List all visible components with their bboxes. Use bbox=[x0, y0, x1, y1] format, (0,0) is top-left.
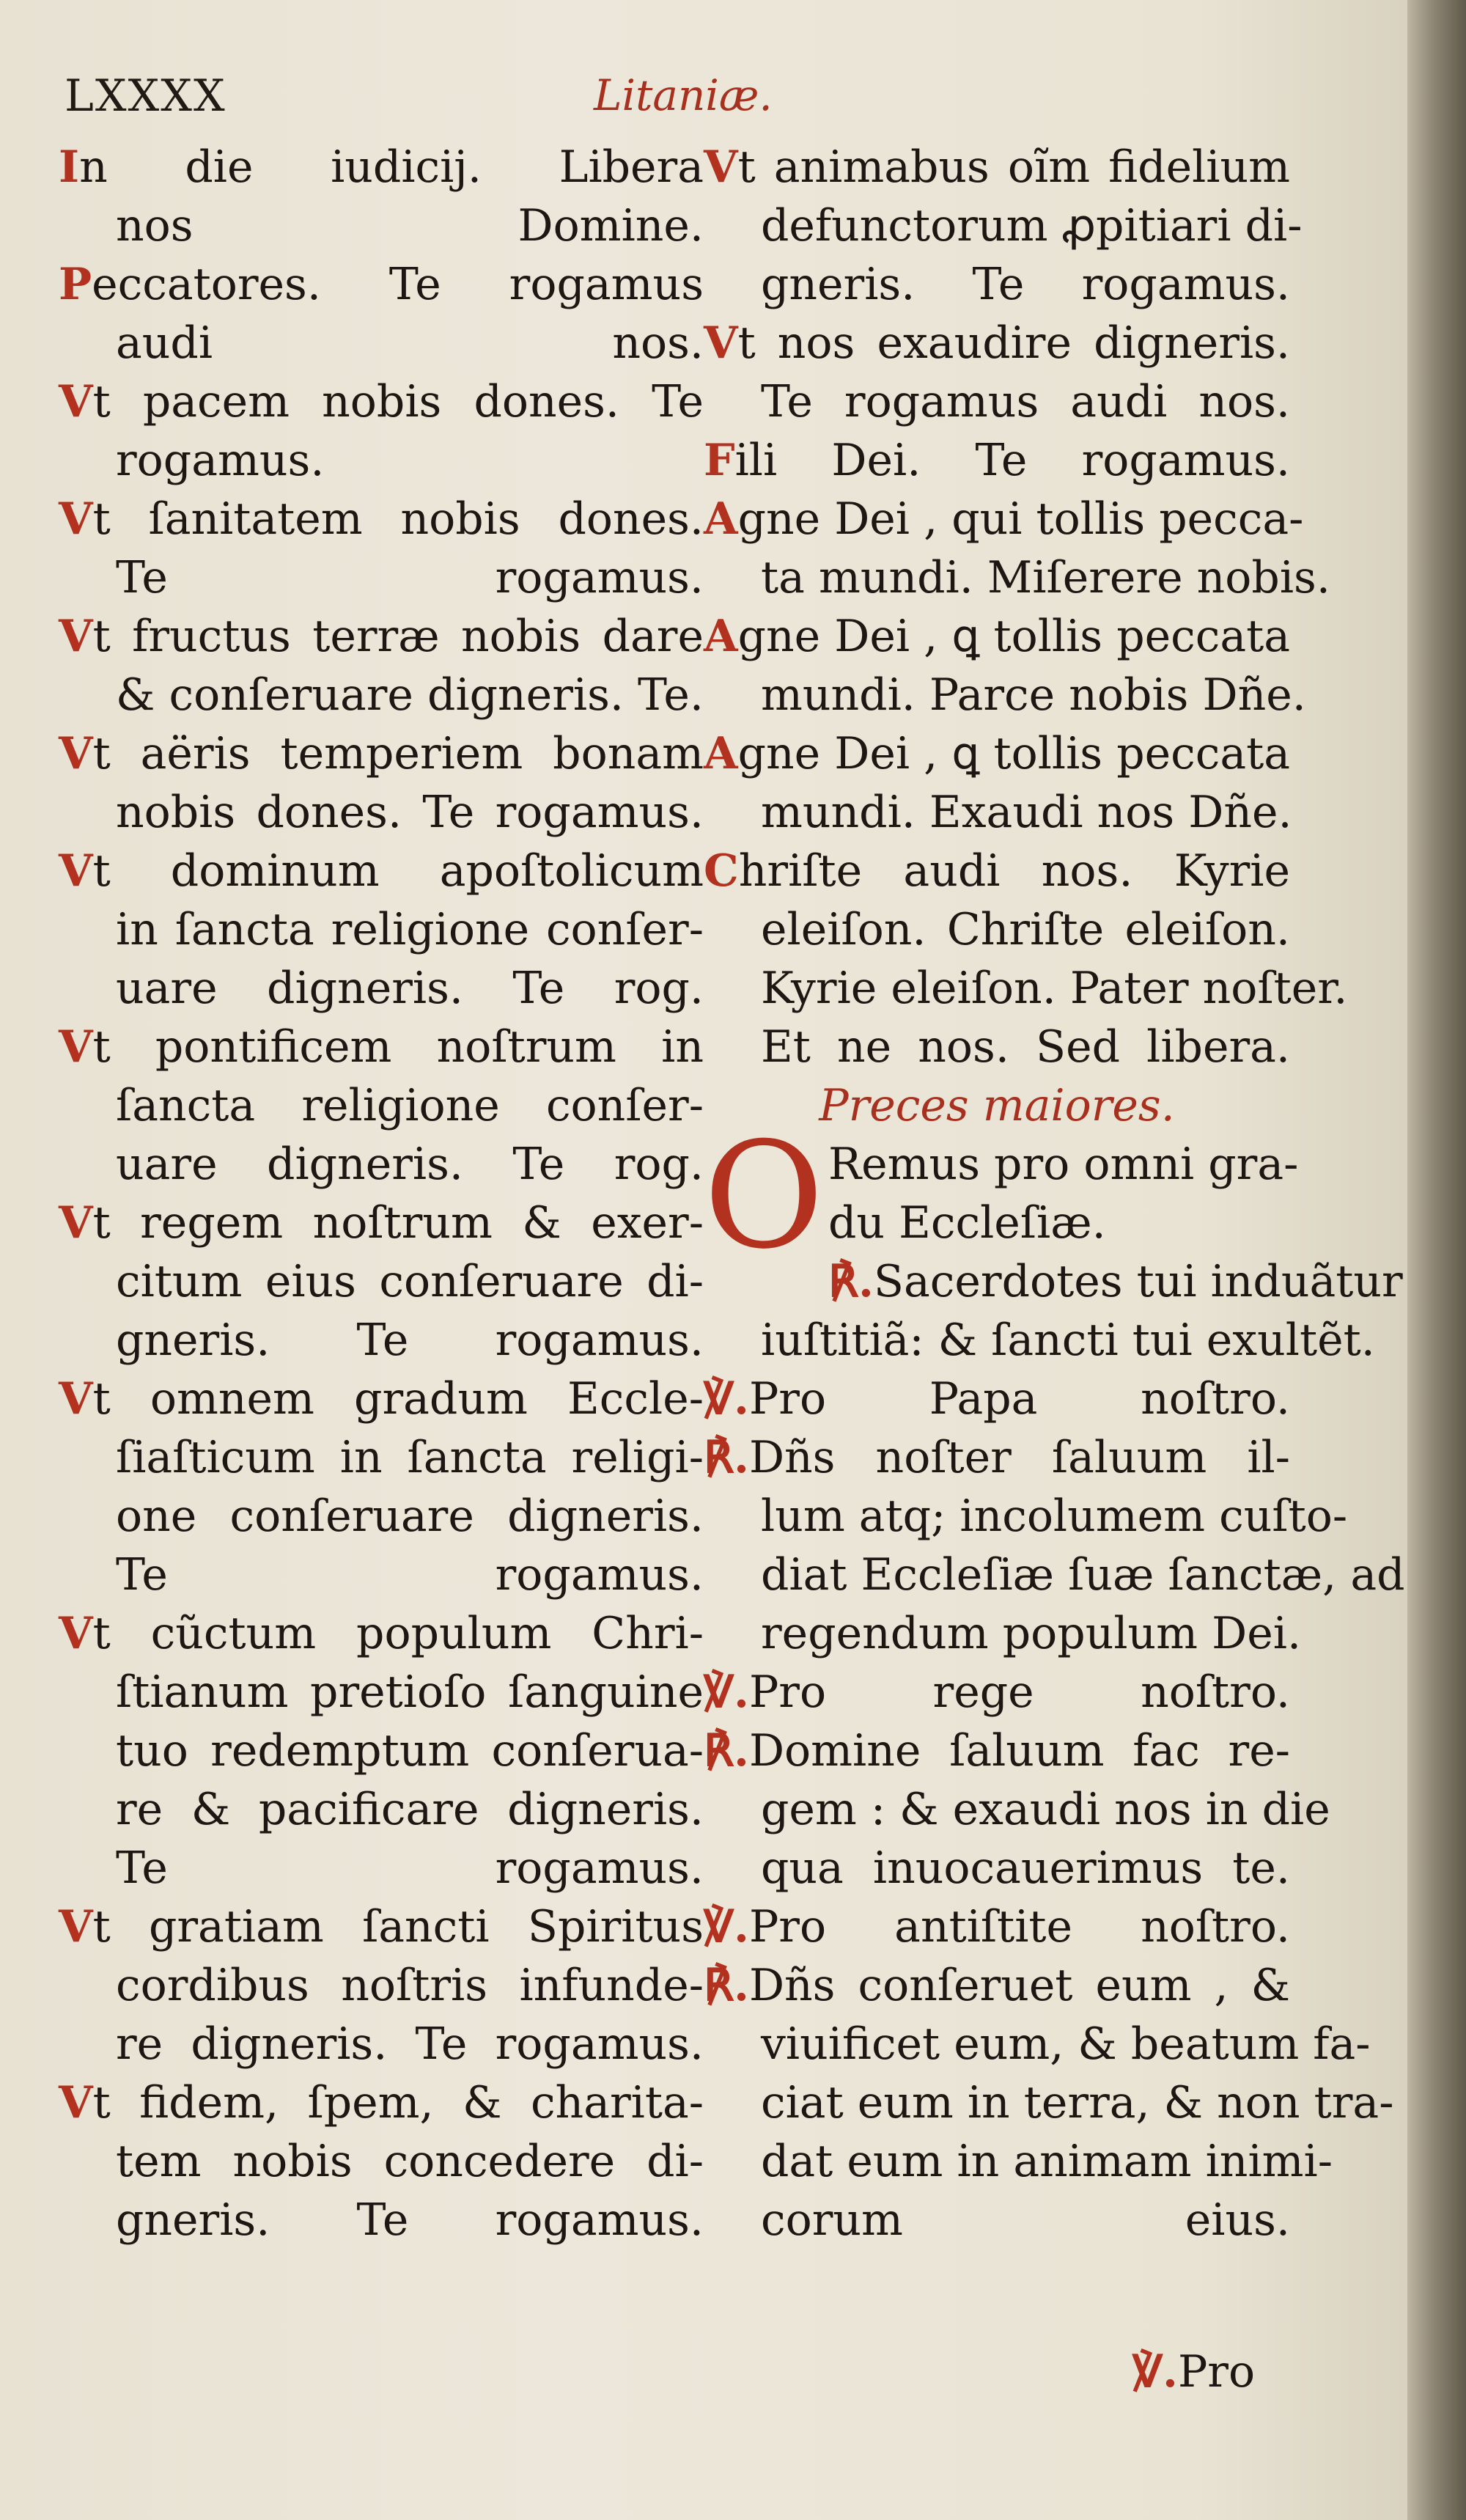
line-text: t aëris temperiem bonam bbox=[92, 728, 704, 779]
preces-line bbox=[704, 1487, 1348, 1546]
red-initial: V bbox=[59, 1197, 93, 1249]
line-text: corum eius. bbox=[761, 2194, 1290, 2246]
line-text: Dñs conſeruet eum , & bbox=[748, 1960, 1290, 2011]
litany-line bbox=[59, 2073, 704, 2132]
right-column bbox=[704, 138, 1405, 2249]
line-text: Pro Papa noſtro. bbox=[748, 1373, 1290, 1425]
preces-line bbox=[704, 1370, 1290, 1428]
line-text: eleiſon. Chriſte eleiſon. bbox=[761, 904, 1290, 955]
line-text: citum eius conſeruare di- bbox=[116, 1256, 704, 1307]
litany-line bbox=[59, 1956, 704, 2015]
litany-line bbox=[59, 2015, 704, 2073]
line-text: ſancta religione conſer- bbox=[116, 1080, 704, 1131]
litany-line bbox=[704, 900, 1290, 959]
red-initial: F bbox=[704, 435, 735, 486]
line-text: nobis dones. Te rogamus. bbox=[116, 787, 704, 838]
litany-line bbox=[59, 842, 704, 900]
litany-line bbox=[704, 138, 1290, 196]
line-text: gneris. Te rogamus. bbox=[761, 259, 1290, 310]
line-text: t nos exaudire digneris. bbox=[737, 317, 1290, 369]
red-initial: V bbox=[59, 611, 93, 662]
litany-line bbox=[704, 959, 1348, 1018]
litany-line bbox=[59, 1311, 704, 1370]
line-text: cordibus noſtris infunde- bbox=[116, 1960, 704, 2011]
litany-line bbox=[59, 1663, 704, 1722]
litany-line bbox=[59, 1076, 704, 1135]
line-text: t omnem gradum Eccle- bbox=[92, 1373, 704, 1425]
litany-line bbox=[59, 314, 704, 372]
line-text: Te rogamus. bbox=[116, 552, 704, 603]
catchword-text: Pro bbox=[1177, 2346, 1256, 2398]
line-text: iuſtitiã: & ſancti tui exultẽt. bbox=[761, 1315, 1375, 1366]
line-text: mundi. Parce nobis Dñe. bbox=[761, 669, 1306, 721]
rubric-heading: Preces maiores. bbox=[819, 1080, 1175, 1131]
red-initial: V bbox=[59, 1608, 93, 1659]
preces-line bbox=[704, 2191, 1290, 2249]
litany-line bbox=[704, 607, 1290, 666]
line-text: audi nos. bbox=[116, 317, 704, 369]
line-text: dat eum in animam inimi- bbox=[761, 2136, 1333, 2187]
line-text: tuo redemptum conſerua- bbox=[116, 1725, 704, 1777]
line-text: t fructus terræ nobis dare bbox=[92, 611, 704, 662]
red-initial: V bbox=[59, 845, 93, 897]
red-initial: V bbox=[704, 317, 738, 369]
line-text: Dñs noſter ſaluum il- bbox=[748, 1432, 1290, 1483]
preces-line bbox=[704, 1604, 1302, 1663]
litany-line bbox=[59, 255, 704, 314]
preces-opening-line: Remus pro omni gra- bbox=[828, 1139, 1299, 1190]
red-initial: V bbox=[59, 376, 93, 427]
red-initial: A bbox=[704, 728, 738, 779]
line-text: Pro antiſtite noſtro. bbox=[748, 1901, 1290, 1953]
red-initial: C bbox=[704, 845, 739, 897]
line-text: ſiaſticum in ſancta religi- bbox=[116, 1432, 704, 1483]
preces-line bbox=[704, 1311, 1375, 1370]
line-text: t gratiam ſancti Spiritus bbox=[92, 1901, 704, 1953]
catchword bbox=[1132, 2346, 1255, 2398]
response-mark: ℟. bbox=[704, 1725, 749, 1777]
preces-line bbox=[704, 2073, 1394, 2132]
line-text: regendum populum Dei. bbox=[761, 1608, 1302, 1659]
line-text: t dominum apoſtolicum bbox=[92, 845, 704, 897]
litany-line bbox=[59, 548, 704, 607]
litany-line bbox=[59, 2191, 704, 2249]
line-text: re digneris. Te rogamus. bbox=[116, 2018, 704, 2070]
line-text: uare digneris. Te rog. bbox=[116, 963, 704, 1014]
preces-line bbox=[704, 1839, 1290, 1898]
line-text: Te rogamus. bbox=[116, 1549, 704, 1601]
litany-continuation bbox=[704, 138, 1348, 1076]
litany-line bbox=[59, 724, 704, 783]
line-text: & conſeruare digneris. Te. bbox=[116, 669, 704, 721]
line-text: nos Domine. bbox=[116, 200, 704, 251]
litany-line bbox=[59, 1898, 704, 1956]
response-mark: ℣. bbox=[704, 1901, 749, 1953]
litany-line bbox=[59, 666, 704, 724]
red-initial: P bbox=[59, 259, 92, 310]
line-text: t ſanitatem nobis dones. bbox=[92, 493, 704, 545]
line-text: one conſeruare digneris. bbox=[116, 1491, 704, 1542]
line-text: t fidem, ſpem, & charita- bbox=[92, 2077, 704, 2128]
litany-line bbox=[704, 666, 1306, 724]
line-text: diat Eccleſiæ ſuæ ſanctæ, ad bbox=[761, 1549, 1405, 1601]
preces-opening-line: du Eccleſiæ. bbox=[828, 1197, 1106, 1249]
line-text: t pacem nobis dones. Te bbox=[92, 376, 704, 427]
line-text: Domine ſaluum fac re- bbox=[748, 1725, 1290, 1777]
line-text: hriſte audi nos. Kyrie bbox=[738, 845, 1290, 897]
red-initial: V bbox=[59, 1373, 93, 1425]
line-text: ta mundi. Miſerere nobis. bbox=[761, 552, 1330, 603]
red-initial: A bbox=[704, 493, 738, 545]
red-initial: V bbox=[59, 728, 93, 779]
line-text: mundi. Exaudi nos Dñe. bbox=[761, 787, 1292, 838]
litany-line bbox=[59, 1839, 704, 1898]
litany-line bbox=[59, 783, 704, 842]
preces-line bbox=[704, 1780, 1330, 1839]
preces-line bbox=[704, 2015, 1371, 2073]
litany-line bbox=[59, 1428, 704, 1487]
preces-line bbox=[704, 2132, 1333, 2191]
preces-line bbox=[704, 1898, 1290, 1956]
line-text: t animabus oĩm fidelium bbox=[737, 142, 1290, 193]
drop-cap-initial: O bbox=[704, 1111, 824, 1282]
line-text: gne Dei , ꝗ tollis peccata bbox=[737, 728, 1290, 779]
litany-line bbox=[59, 1722, 704, 1780]
litany-line bbox=[59, 196, 704, 255]
line-text: gneris. Te rogamus. bbox=[116, 2194, 704, 2246]
line-text: Et ne nos. Sed libera. bbox=[761, 1021, 1290, 1073]
litany-line bbox=[704, 314, 1290, 372]
litany-line bbox=[704, 431, 1290, 490]
line-text: t regem noſtrum & exer- bbox=[92, 1197, 704, 1249]
preces-line bbox=[704, 1722, 1290, 1780]
left-column bbox=[59, 138, 704, 2249]
litany-line bbox=[59, 1194, 704, 1252]
litany-line bbox=[59, 1487, 704, 1546]
response-mark: ℣. bbox=[704, 1373, 749, 1425]
litany-line bbox=[59, 1604, 704, 1663]
red-initial: V bbox=[704, 142, 738, 193]
litany-line bbox=[59, 2132, 704, 2191]
preces-line bbox=[704, 1663, 1290, 1722]
line-text: re & pacificare digneris. bbox=[116, 1784, 704, 1835]
line-text: Kyrie eleiſon. Pater noſter. bbox=[761, 963, 1348, 1014]
litany-line bbox=[59, 372, 704, 431]
line-text: Sacerdotes tui induãtur bbox=[873, 1256, 1403, 1307]
litany-line bbox=[704, 196, 1303, 255]
line-text: ili Dei. Te rogamus. bbox=[734, 435, 1290, 486]
line-text: tem nobis concedere di- bbox=[116, 2136, 704, 2187]
running-title: Litaniæ. bbox=[594, 70, 773, 120]
litany-line bbox=[59, 1370, 704, 1428]
line-text: in ſancta religione conſer- bbox=[116, 904, 704, 955]
line-text: gem : & exaudi nos in die bbox=[761, 1784, 1330, 1835]
litany-line bbox=[59, 490, 704, 548]
line-text: defunctorum ꝓpitiari di- bbox=[761, 200, 1303, 251]
red-initial: V bbox=[59, 493, 93, 545]
litany-line bbox=[59, 959, 704, 1018]
litany-line bbox=[59, 431, 704, 490]
red-initial: A bbox=[704, 611, 738, 662]
preces-line bbox=[704, 1956, 1290, 2015]
litany-line bbox=[704, 548, 1330, 607]
book-gutter bbox=[1407, 0, 1466, 2520]
line-text: qua inuocauerimus te. bbox=[761, 1843, 1290, 1894]
preces-line bbox=[704, 1546, 1405, 1604]
litany-line bbox=[59, 1135, 704, 1194]
preces-verses bbox=[704, 1252, 1405, 2249]
preces-opening bbox=[704, 1111, 1299, 1282]
litany-line bbox=[59, 138, 704, 196]
litany-line bbox=[59, 607, 704, 666]
red-initial: V bbox=[59, 1901, 93, 1953]
line-text: t cũctum populum Chri- bbox=[92, 1608, 704, 1659]
response-mark: ℣. bbox=[704, 1667, 749, 1718]
response-mark: ℟. bbox=[704, 1432, 749, 1483]
line-text: Pro rege noſtro. bbox=[748, 1667, 1290, 1718]
red-initial: V bbox=[59, 2077, 93, 2128]
line-text: rogamus. bbox=[116, 435, 325, 486]
litany-line bbox=[704, 255, 1290, 314]
versicle-mark: ℣. bbox=[1132, 2346, 1178, 2398]
red-initial: I bbox=[59, 142, 80, 193]
line-text: gne Dei , ꝗ tollis peccata bbox=[737, 611, 1290, 662]
running-head bbox=[65, 70, 1281, 136]
litany-line bbox=[59, 900, 704, 959]
line-text: eccatores. Te rogamus bbox=[92, 259, 704, 310]
litany-line bbox=[704, 724, 1290, 783]
litany-line bbox=[59, 1252, 704, 1311]
litany-line bbox=[704, 783, 1290, 842]
line-text: gne Dei , qui tollis pecca- bbox=[737, 493, 1304, 545]
litany-line bbox=[59, 1546, 704, 1604]
line-text: ſtianum pretioſo ſanguine bbox=[116, 1667, 704, 1718]
line-text: n die iudicij. Libera bbox=[79, 142, 704, 193]
line-text: uare digneris. Te rog. bbox=[116, 1139, 704, 1190]
line-text: Te rogamus audi nos. bbox=[761, 376, 1290, 427]
line-text: lum atq; incolumem cuſto- bbox=[761, 1491, 1348, 1542]
litany-line bbox=[59, 1780, 704, 1839]
preces-line bbox=[704, 1428, 1290, 1487]
litany-line bbox=[704, 842, 1290, 900]
response-mark: ℟. bbox=[828, 1256, 874, 1307]
litany-line bbox=[59, 1018, 704, 1076]
red-initial: V bbox=[59, 1021, 93, 1073]
litany-line bbox=[704, 490, 1304, 548]
line-text: t pontificem noſtrum in bbox=[92, 1021, 704, 1073]
litany-line bbox=[704, 372, 1290, 431]
folio-number: LXXXX bbox=[65, 70, 226, 122]
line-text: Te rogamus. bbox=[116, 1843, 704, 1894]
line-text: viuificet eum, & beatum fa- bbox=[761, 2018, 1371, 2070]
line-text: gneris. Te rogamus. bbox=[116, 1315, 704, 1366]
response-mark: ℟. bbox=[704, 1960, 749, 2011]
litany-line bbox=[704, 1018, 1290, 1076]
line-text: ciat eum in terra, & non tra- bbox=[761, 2077, 1394, 2128]
